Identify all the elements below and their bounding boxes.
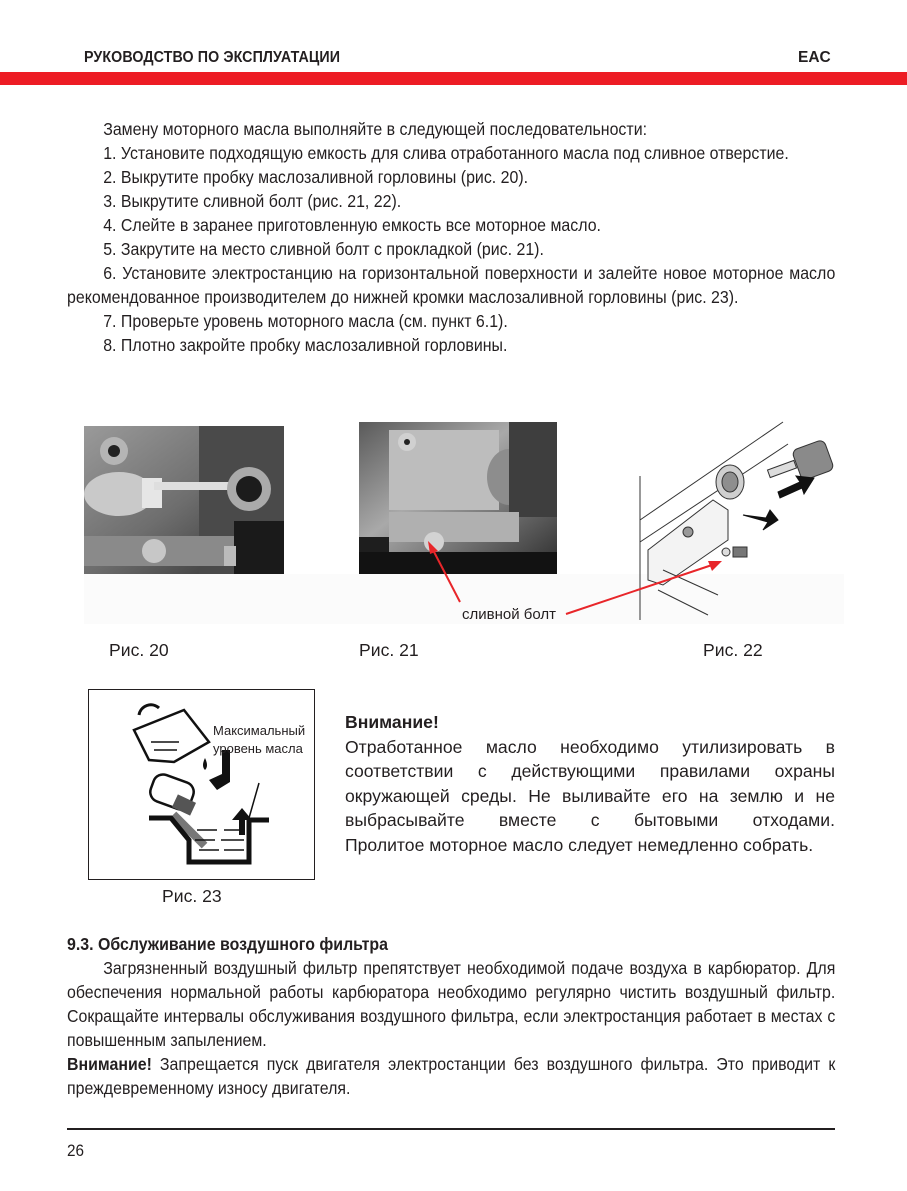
procedure-step: 1. Установите подходящую емкость для слива отработанного масла под сливное отверстие. bbox=[103, 143, 789, 163]
callout-arrowhead-fig21 bbox=[428, 541, 438, 554]
callout-arrow-to-fig21 bbox=[432, 548, 460, 602]
procedure-step: 2. Выкрутите пробку маслозаливной горловины (рис. 20). bbox=[103, 167, 529, 187]
air-filter-section bbox=[67, 932, 835, 1100]
procedure-step: 5. Закрутите на место сливной болт с прокладкой (рис. 21). bbox=[103, 239, 544, 259]
dipstick-cap-icon bbox=[147, 772, 207, 849]
figure-21-caption: Рис. 21 bbox=[359, 640, 419, 660]
drain-bolt-callout-label: сливной болт bbox=[462, 606, 556, 623]
callout-arrow-to-fig22 bbox=[566, 565, 712, 614]
procedure-step: 4. Слейте в заранее приготовленную емкость все моторное масло. bbox=[103, 215, 601, 235]
document-header-title: РУКОВОДСТВО ПО ЭКСПЛУАТАЦИИ bbox=[84, 49, 341, 66]
section-warning-text: Запрещается пуск двигателя электростанции без воздушного фильтра. Это приводит к преждевременному износу двигателя. bbox=[67, 1054, 836, 1098]
procedure-step: 3. Выкрутите сливной болт (рис. 21, 22). bbox=[103, 191, 402, 211]
filler-neck-shape bbox=[209, 750, 230, 790]
oil-disposal-warning bbox=[345, 710, 835, 857]
oil-jug-icon bbox=[134, 705, 209, 762]
warning-paragraph: Отработанное масло необходимо утилизировать в соответствии с действующими правилами охраны окружающей среды. Не выливайте его на землю и не выбрасывайте вместе с бытовыми отходами. bbox=[345, 736, 835, 830]
eac-certification-mark: EAC bbox=[798, 49, 831, 66]
warning-paragraph: Пролитое моторное масло следует немедленно собрать. bbox=[345, 834, 814, 855]
procedure-step: 8. Плотно закройте пробку маслозаливной горловины. bbox=[103, 335, 508, 355]
footer-divider bbox=[67, 1128, 835, 1130]
level-pointer-line bbox=[249, 783, 259, 818]
max-level-label-line1: Максимальный bbox=[213, 723, 306, 738]
oil-drop-icon bbox=[203, 758, 207, 770]
procedure-lead: Замену моторного масла выполняйте в следующей последовательности: bbox=[103, 119, 648, 139]
max-level-label-line2: уровень масла bbox=[213, 741, 303, 756]
procedure-step: 7. Проверьте уровень моторного масла (см. пункт 6.1). bbox=[103, 311, 508, 331]
section-warning-label: Внимание! bbox=[67, 1054, 152, 1074]
figure-20-caption: Рис. 20 bbox=[109, 640, 169, 660]
section-body: Загрязненный воздушный фильтр препятствует необходимой подаче воздуха в карбюратор. Для обеспечения нормальной работы карбюратора необходимо регулярно чистить воздушный фильтр. Сокращайте интервалы обслуживания воздушного фильтра, если электростанция работает в местах с повышенным запылением. bbox=[67, 958, 836, 1050]
figure-23-oil-level-diagram bbox=[88, 689, 315, 880]
section-heading: 9.3. Обслуживание воздушного фильтра bbox=[67, 934, 388, 954]
page-number: 26 bbox=[67, 1141, 85, 1160]
callout-arrowhead-fig22 bbox=[708, 561, 722, 571]
procedure-step: 6. Установите электростанцию на горизонтальной поверхности и залейте новое моторное масло рекомендованное производителем до нижней кромки маслозаливной горловины (рис. 23). bbox=[67, 263, 836, 307]
oil-level-illustration bbox=[89, 690, 313, 878]
warning-title: Внимание! bbox=[345, 712, 439, 732]
figure-23-caption: Рис. 23 bbox=[162, 886, 222, 906]
figure-22-caption: Рис. 22 bbox=[703, 640, 763, 660]
section-warning bbox=[67, 1052, 835, 1100]
